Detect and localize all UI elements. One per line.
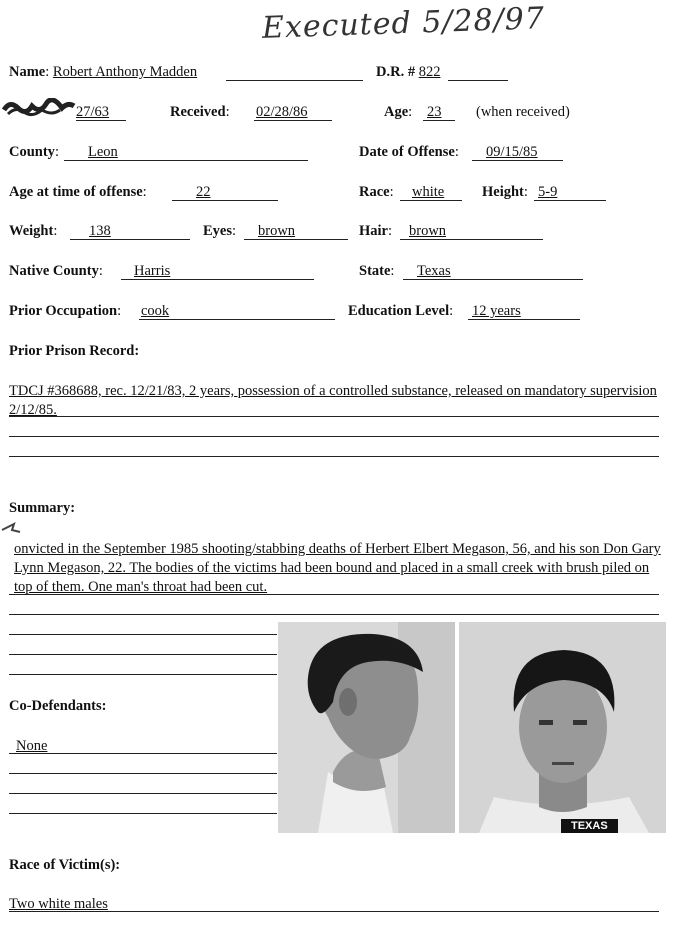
age-note: (when received) <box>476 104 570 120</box>
summary-text: onvicted in the September 1985 shooting/stabbing deaths of Herbert Elbert Megason, 56, and his son Don Gary Lynn Megason, 22. The bodies of the victims had been bound and placed in a small creek with brush piled on top of them. One man's throat had been cut. <box>14 541 661 595</box>
summary-line-3 <box>9 634 277 635</box>
codefendants-label: Co-Defendants: <box>9 698 107 714</box>
age-underline <box>423 120 455 121</box>
frontal-photo <box>459 622 666 833</box>
codefendants-value: None <box>16 738 48 754</box>
received-field: Received: <box>170 104 230 120</box>
education-underline <box>468 319 580 320</box>
education-value: 12 years <box>472 303 521 319</box>
race-value: white <box>412 184 445 200</box>
native-county-value: Harris <box>134 263 171 279</box>
hair-value: brown <box>409 223 447 239</box>
dob-value: 27/63 <box>76 104 110 120</box>
dob-underline <box>76 120 126 121</box>
received-value: 02/28/86 <box>256 104 308 120</box>
eyes-value: brown <box>258 223 296 239</box>
codefendants-line-3 <box>9 793 277 794</box>
profile-photo <box>278 622 455 833</box>
codefendants-line-2 <box>9 773 277 774</box>
native-county-underline <box>121 279 314 280</box>
name-value: Robert Anthony Madden <box>52 64 198 80</box>
redaction-scribble <box>2 98 76 120</box>
eyes-field: Eyes: <box>203 223 237 239</box>
weight-value: 138 <box>89 223 111 239</box>
age-offense-field: Age at time of offense: <box>9 184 147 200</box>
summary-line-4 <box>9 654 277 655</box>
age-field: Age: <box>384 104 413 120</box>
age-value: 23 <box>427 104 442 120</box>
dr-value: 822 <box>418 64 441 80</box>
state-underline <box>403 279 583 280</box>
prior-record-line-2 <box>9 436 659 437</box>
date-offense-value: 09/15/85 <box>486 144 538 160</box>
age-offense-value: 22 <box>196 184 211 200</box>
county-underline <box>64 160 308 161</box>
height-field: Height: <box>482 184 528 200</box>
native-county-field: Native County: <box>9 263 103 279</box>
victims-value: Two white males <box>9 896 108 912</box>
height-underline <box>534 200 606 201</box>
date-offense-underline <box>472 160 563 161</box>
eyes-underline <box>244 239 348 240</box>
county-value: Leon <box>88 144 118 160</box>
prior-record-text: TDCJ #368688, rec. 12/21/83, 2 years, possession of a controlled substance, released on mandatory supervision 2/12/85. <box>9 383 657 418</box>
codefendants-line-1 <box>9 753 277 754</box>
prior-occupation-field: Prior Occupation: <box>9 303 122 319</box>
victims-label: Race of Victim(s): <box>9 857 121 873</box>
prior-occupation-value: cook <box>141 303 170 319</box>
summary-line-1 <box>9 594 659 595</box>
received-underline <box>254 120 332 121</box>
prior-record-line-3 <box>9 456 659 457</box>
hair-field: Hair: <box>359 223 393 239</box>
placard: TEXAS <box>561 819 618 833</box>
county-field: County: <box>9 144 59 160</box>
prior-record-label: Prior Prison Record: <box>9 343 140 359</box>
victims-underline <box>9 911 659 912</box>
hair-underline <box>400 239 543 240</box>
weight-field: Weight: <box>9 223 58 239</box>
name-field: Name: Robert Anthony Madden <box>9 64 198 80</box>
weight-underline <box>70 239 190 240</box>
prior-record-line-1 <box>9 416 659 417</box>
state-field: State: <box>359 263 395 279</box>
summary-line-2 <box>9 614 659 615</box>
state-value: Texas <box>417 263 451 279</box>
prior-occupation-underline <box>139 319 335 320</box>
dr-field: D.R. # 822 <box>376 64 441 80</box>
education-field: Education Level: <box>348 303 454 319</box>
age-offense-underline <box>172 200 278 201</box>
executed-annotation: Executed 5/28/97 <box>261 1 546 46</box>
summary-line-5 <box>9 674 277 675</box>
summary-label: Summary: <box>9 500 76 516</box>
dr-underline <box>448 80 508 81</box>
name-underline <box>226 80 363 81</box>
race-field: Race: <box>359 184 394 200</box>
height-value: 5-9 <box>538 184 558 200</box>
codefendants-line-4 <box>9 813 277 814</box>
race-underline <box>400 200 462 201</box>
date-offense-field: Date of Offense: <box>359 144 459 160</box>
